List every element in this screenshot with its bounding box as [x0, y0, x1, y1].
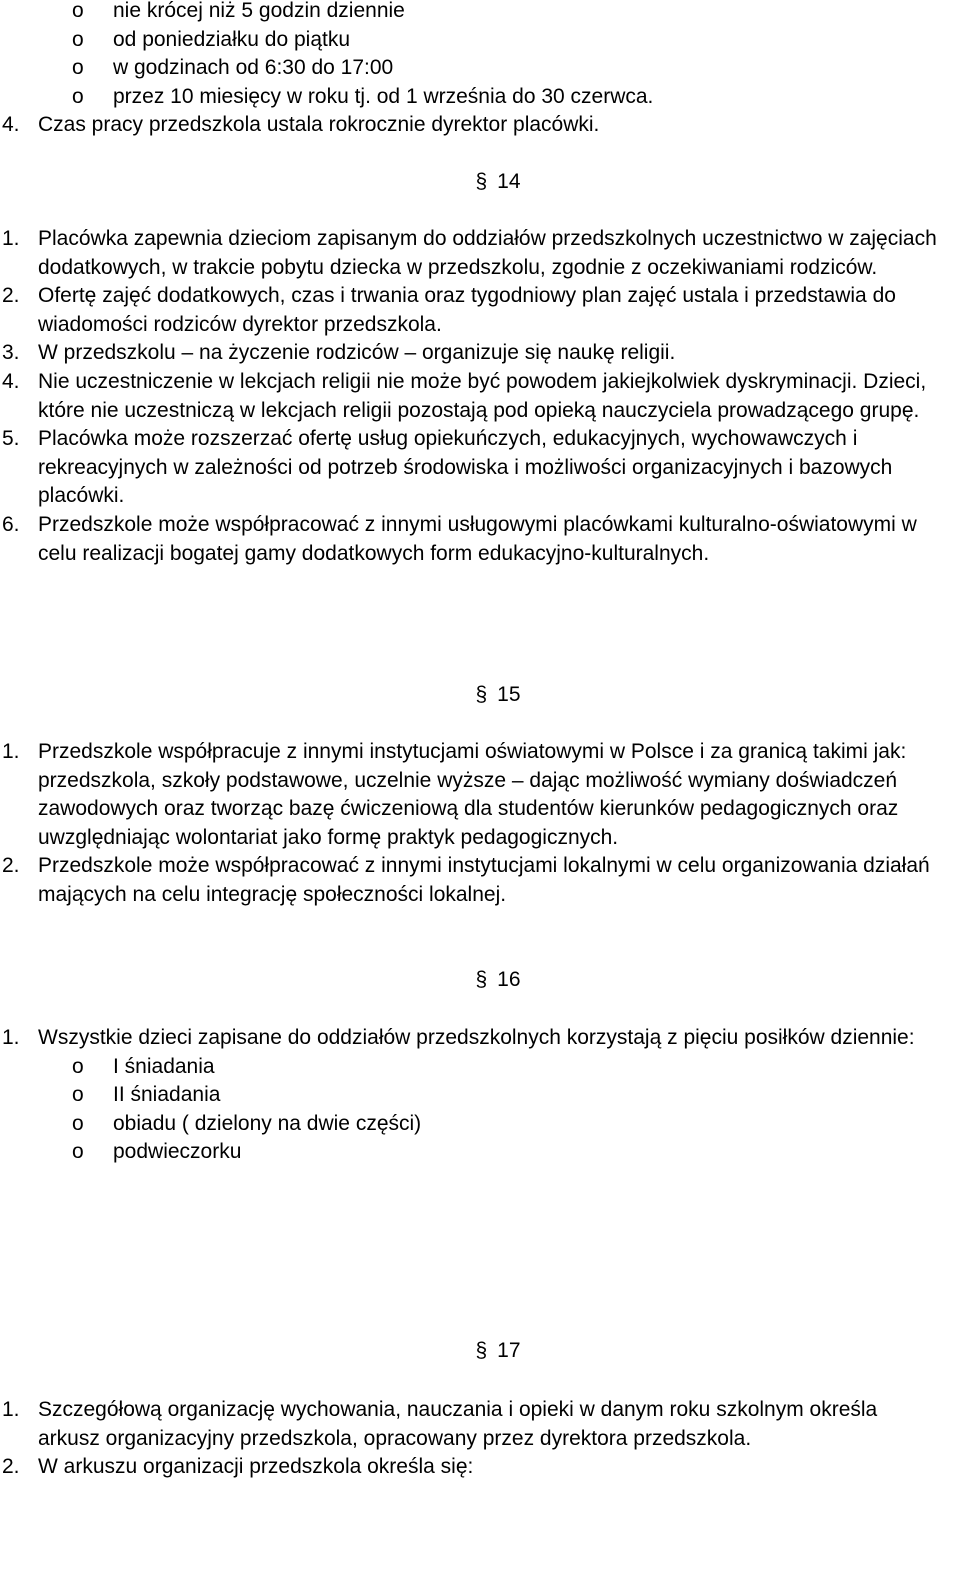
list-item-text: obiadu ( dzielony na dwie części) [113, 1111, 422, 1135]
numbered-item [0, 111, 960, 140]
item-text: Przedszkole współpracuje z innymi instytucjami oświatowymi w Polsce i za granicą takimi jak: przedszkola, szkoły podstawowe, uczelnie wyższe – dając możliwość wymiany doświadczeń zawodowych oraz tworząc bazę ćwiczeniową dla studentów kierunków pedagogicznych oraz uwzględniając wolontariat jako formę praktyk pedagogicznych. [38, 740, 907, 849]
section-16-list [0, 1024, 960, 1167]
item-text: Przedszkole może współpracować z innymi instytucjami lokalnymi w celu organizowania działań mających na celu integrację społeczności lokalnej. [38, 854, 930, 906]
bullet-marker: o [72, 27, 84, 51]
numbered-item [0, 225, 960, 282]
list-item [0, 1053, 960, 1082]
section-heading-17 [0, 1337, 960, 1366]
item-number: 6. [2, 512, 20, 536]
numbered-item [0, 368, 960, 425]
section-sign: § [475, 170, 488, 193]
item-text: W przedszkolu – na życzenie rodziców – organizuje się naukę religii. [38, 341, 676, 365]
bullet-marker: o [72, 0, 84, 22]
item-number: 1. [2, 1026, 20, 1049]
section-17-list [0, 1396, 960, 1482]
numbered-item [0, 852, 960, 909]
section-14-list [0, 225, 960, 568]
bullet-marker: o [72, 84, 84, 108]
item-text: Placówka może rozszerzać ofertę usług opiekuńczych, edukacyjnych, wychowawczych i rekreacyjnych w zależności od potrzeb środowiska i możliwości organizacyjnych i bazowych placówki. [38, 427, 893, 508]
list-item-text: I śniadania [113, 1054, 215, 1078]
numbered-item [0, 511, 960, 568]
item-text: Czas pracy przedszkola ustala rokrocznie dyrektor placówki. [38, 113, 600, 137]
section-15-list [0, 738, 960, 910]
item-number: 2. [2, 854, 20, 878]
item-number: 2. [2, 284, 20, 308]
bullet-marker: o [72, 1083, 84, 1107]
item-number: 5. [2, 427, 20, 451]
item-text: Nie uczestniczenie w lekcjach religii nie może być powodem jakiejkolwiek dyskryminacji. Dzieci, które nie uczestniczą w lekcjach religii pozostają pod opieką nauczyciela prowadzącego grupę. [38, 369, 927, 422]
bullet-marker: o [72, 56, 84, 80]
section-heading-14 [0, 168, 960, 197]
section-heading-15 [0, 681, 960, 710]
numbered-item [0, 738, 960, 852]
list-item [0, 54, 960, 83]
numbered-item [0, 1453, 960, 1482]
list-item-text: II śniadania [113, 1083, 221, 1107]
item-text: Placówka zapewnia dzieciom zapisanym do oddziałów przedszkolnych uczestnictwo w zajęciach dodatkowych, w trakcie pobytu dziecka w przedszkolu, zgodnie z oczekiwaniami rodziców. [38, 227, 937, 279]
section-heading-16 [0, 966, 960, 995]
top-bullet-list [0, 0, 960, 140]
section-number: 14 [497, 170, 521, 193]
item-text: Wszystkie dzieci zapisane do oddziałów przedszkolnych korzystają z pięciu posiłków dziennie: [38, 1026, 915, 1049]
list-item [0, 1081, 960, 1110]
list-item [0, 1110, 960, 1139]
list-item-text: podwieczorku [113, 1140, 242, 1164]
list-item [0, 26, 960, 55]
numbered-item [0, 1024, 960, 1053]
bullet-marker: o [72, 1111, 84, 1135]
section-number: 15 [497, 683, 521, 706]
list-item [0, 83, 960, 112]
list-item-text: przez 10 miesięcy w roku tj. od 1 września do 30 czerwca. [113, 84, 654, 108]
item-text: W arkuszu organizacji przedszkola określa się: [38, 1455, 474, 1479]
list-item-text: od poniedziałku do piątku [113, 27, 351, 51]
item-text: Przedszkole może współpracować z innymi usługowymi placówkami kulturalno-oświatowymi w celu realizacji bogatej gamy dodatkowych form edukacyjno-kulturalnych. [38, 512, 917, 565]
item-number: 4. [2, 369, 20, 393]
numbered-item [0, 339, 960, 368]
section-sign: § [475, 683, 488, 706]
list-item [0, 0, 960, 26]
item-number: 4. [2, 113, 20, 137]
bullet-marker: o [72, 1140, 84, 1164]
item-number: 1. [2, 227, 20, 250]
section-number: 16 [497, 968, 521, 991]
list-item-text: nie krócej niż 5 godzin dziennie [113, 0, 405, 22]
item-number: 1. [2, 740, 20, 763]
item-text: Ofertę zajęć dodatkowych, czas i trwania oraz tygodniowy plan zajęć ustala i przedstawia do wiadomości rodziców dyrektor przedszkola. [38, 284, 896, 336]
numbered-item [0, 425, 960, 511]
list-item-text: w godzinach od 6:30 do 17:00 [113, 56, 394, 80]
section-sign: § [475, 1339, 488, 1362]
item-number: 1. [2, 1398, 20, 1421]
numbered-item [0, 1396, 960, 1453]
list-item [0, 1138, 960, 1167]
bullet-marker: o [72, 1054, 84, 1078]
section-sign: § [475, 968, 488, 991]
numbered-item [0, 282, 960, 339]
item-text: Szczegółową organizację wychowania, nauczania i opieki w danym roku szkolnym określa arkusz organizacyjny przedszkola, opracowany przez dyrektora przedszkola. [38, 1398, 878, 1450]
item-number: 3. [2, 341, 20, 365]
section-number: 17 [497, 1339, 521, 1362]
item-number: 2. [2, 1455, 20, 1479]
